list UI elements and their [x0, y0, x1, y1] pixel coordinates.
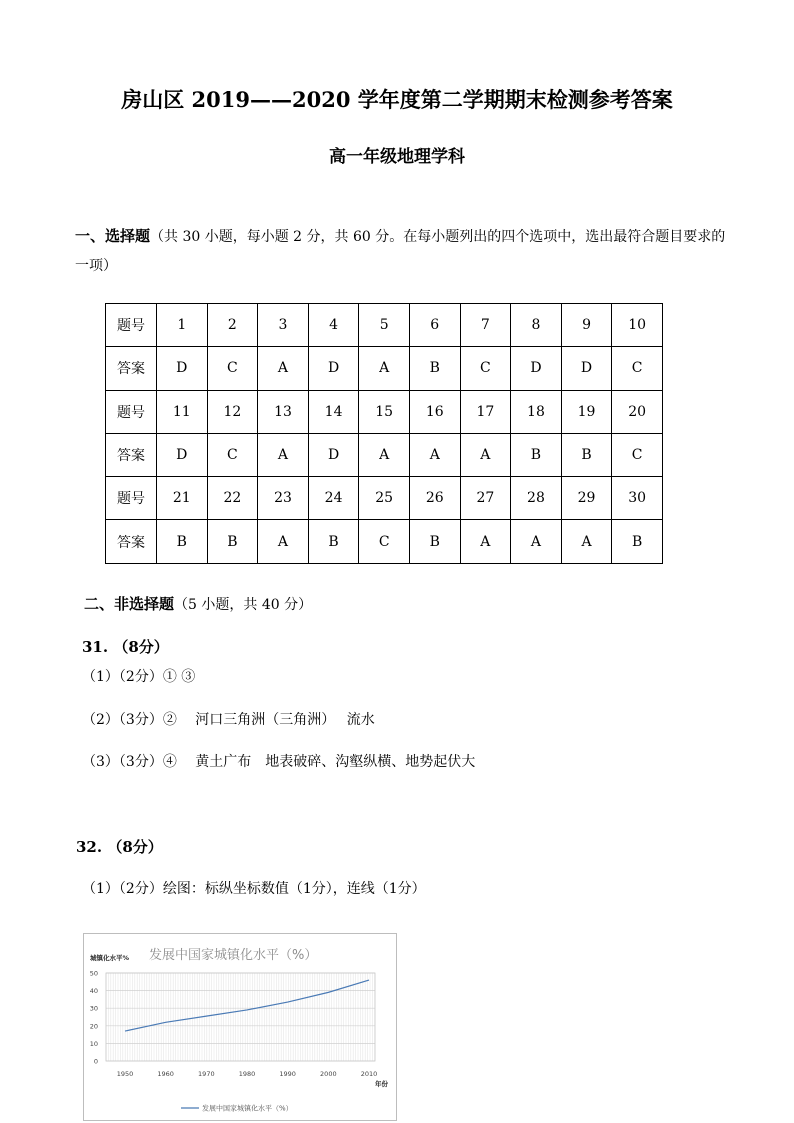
y-tick-label: 0 [93, 1057, 98, 1066]
section-2-heading [84, 593, 312, 614]
question-number-cell: 17 [460, 390, 511, 433]
answer-row [106, 347, 663, 390]
question-number-cell: 24 [308, 477, 359, 520]
answer-cell: C [612, 433, 663, 476]
question-number-cell: 5 [359, 304, 410, 347]
section-2-title: 二、非选择题 [84, 595, 175, 613]
question-number-cell: 20 [612, 390, 663, 433]
y-tick-label: 50 [89, 969, 98, 978]
section-1-title: 一、选择题 [75, 227, 151, 245]
answer-cell: D [308, 433, 359, 476]
question-number-cell: 19 [561, 390, 612, 433]
question-number-cell: 25 [359, 477, 410, 520]
question-31-answer-3: （3）（3分）④ 黄土广布 地表破碎、沟壑纵横、地势起伏大 [82, 754, 476, 770]
chart-svg [84, 934, 396, 1120]
answer-cell: C [460, 347, 511, 390]
x-tick-label: 1960 [157, 1070, 174, 1078]
chart-title: 发展中国家城镇化水平（%） [149, 948, 318, 963]
question-number-cell: 1 [157, 304, 208, 347]
x-axis-label: 年份 [375, 1080, 388, 1088]
question-number-cell: 16 [409, 390, 460, 433]
answer-cell: C [207, 347, 258, 390]
answer-cell: C [612, 347, 663, 390]
question-number-label: 题号 [106, 304, 157, 347]
question-number-cell: 12 [207, 390, 258, 433]
answer-cell: D [511, 347, 562, 390]
series-line [125, 980, 369, 1031]
question-number-cell: 21 [157, 477, 208, 520]
question-number-cell: 29 [561, 477, 612, 520]
question-number-cell: 28 [511, 477, 562, 520]
answer-table [105, 303, 663, 564]
question-number-label: 题号 [106, 390, 157, 433]
y-tick-label: 10 [89, 1039, 98, 1048]
question-number-cell: 8 [511, 304, 562, 347]
y-tick-label: 20 [89, 1022, 98, 1031]
answer-cell: A [359, 347, 410, 390]
question-32-heading: 32. （8分） [76, 838, 163, 856]
answer-cell: B [612, 520, 663, 563]
answer-cell: A [460, 520, 511, 563]
question-number-cell: 30 [612, 477, 663, 520]
question-number-cell: 26 [409, 477, 460, 520]
urbanization-chart [83, 933, 397, 1121]
question-31-answer-1: （1）（2分）① ③ [82, 669, 196, 685]
answer-row [106, 520, 663, 563]
question-number-cell: 3 [258, 304, 309, 347]
answer-cell: A [561, 520, 612, 563]
question-number-cell: 13 [258, 390, 309, 433]
answer-label: 答案 [106, 433, 157, 476]
answer-cell: B [409, 347, 460, 390]
y-tick-label: 40 [89, 987, 98, 996]
section-1-description: （共 30 小题，每小题 2 分，共 60 分。在每小题列出的四个选项中，选出最符合题目要求的一项） [75, 229, 726, 274]
answer-cell: D [157, 347, 208, 390]
section-1-heading [75, 222, 735, 281]
legend-label: 发展中国家城镇化水平（%） [202, 1104, 293, 1113]
question-number-cell: 11 [157, 390, 208, 433]
answer-cell: B [561, 433, 612, 476]
question-number-label: 题号 [106, 477, 157, 520]
x-tick-label: 1970 [198, 1070, 215, 1078]
x-tick-label: 1950 [116, 1070, 134, 1078]
section-2-description: （5 小题，共 40 分） [174, 597, 313, 613]
question-31-answer-2: （2）（3分）② 河口三角洲（三角洲） 流水 [82, 712, 375, 728]
y-tick-label: 30 [89, 1004, 98, 1013]
answer-cell: D [308, 347, 359, 390]
document-subtitle: 高一年级地理学科 [329, 147, 465, 167]
answer-cell: C [207, 433, 258, 476]
question-number-cell: 2 [207, 304, 258, 347]
answer-cell: A [409, 433, 460, 476]
answer-row [106, 433, 663, 476]
answer-label: 答案 [106, 520, 157, 563]
question-number-cell: 14 [308, 390, 359, 433]
question-number-cell: 6 [409, 304, 460, 347]
question-number-cell: 9 [561, 304, 612, 347]
answer-cell: A [258, 520, 309, 563]
answer-cell: B [207, 520, 258, 563]
question-number-cell: 18 [511, 390, 562, 433]
answer-cell: D [561, 347, 612, 390]
answer-cell: C [359, 520, 410, 563]
answer-label: 答案 [106, 347, 157, 390]
document-title: 房山区 2019——2020 学年度第二学期期末检测参考答案 [121, 87, 673, 112]
question-31-heading: 31. （8分） [82, 638, 169, 656]
question-number-cell: 27 [460, 477, 511, 520]
answer-cell: A [258, 433, 309, 476]
answer-cell: A [258, 347, 309, 390]
question-number-cell: 23 [258, 477, 309, 520]
x-tick-label: 1990 [279, 1070, 296, 1078]
y-axis-label: 城镇化水平% [90, 954, 130, 962]
x-tick-label: 1980 [238, 1070, 256, 1078]
answer-cell: B [511, 433, 562, 476]
question-number-cell: 7 [460, 304, 511, 347]
answer-cell: B [308, 520, 359, 563]
question-number-cell: 10 [612, 304, 663, 347]
question-number-row [106, 477, 663, 520]
question-number-row [106, 390, 663, 433]
answer-cell: B [409, 520, 460, 563]
question-32-answer-1: （1）（2分）绘图：标纵坐标数值（1分），连线（1分） [82, 881, 426, 897]
question-number-cell: 4 [308, 304, 359, 347]
answer-cell: B [157, 520, 208, 563]
question-number-cell: 22 [207, 477, 258, 520]
question-number-cell: 15 [359, 390, 410, 433]
answer-cell: A [460, 433, 511, 476]
answer-cell: A [511, 520, 562, 563]
answer-cell: D [157, 433, 208, 476]
x-tick-label: 2000 [320, 1070, 337, 1078]
answer-cell: A [359, 433, 410, 476]
question-number-row [106, 304, 663, 347]
x-tick-label: 2010 [360, 1070, 378, 1078]
